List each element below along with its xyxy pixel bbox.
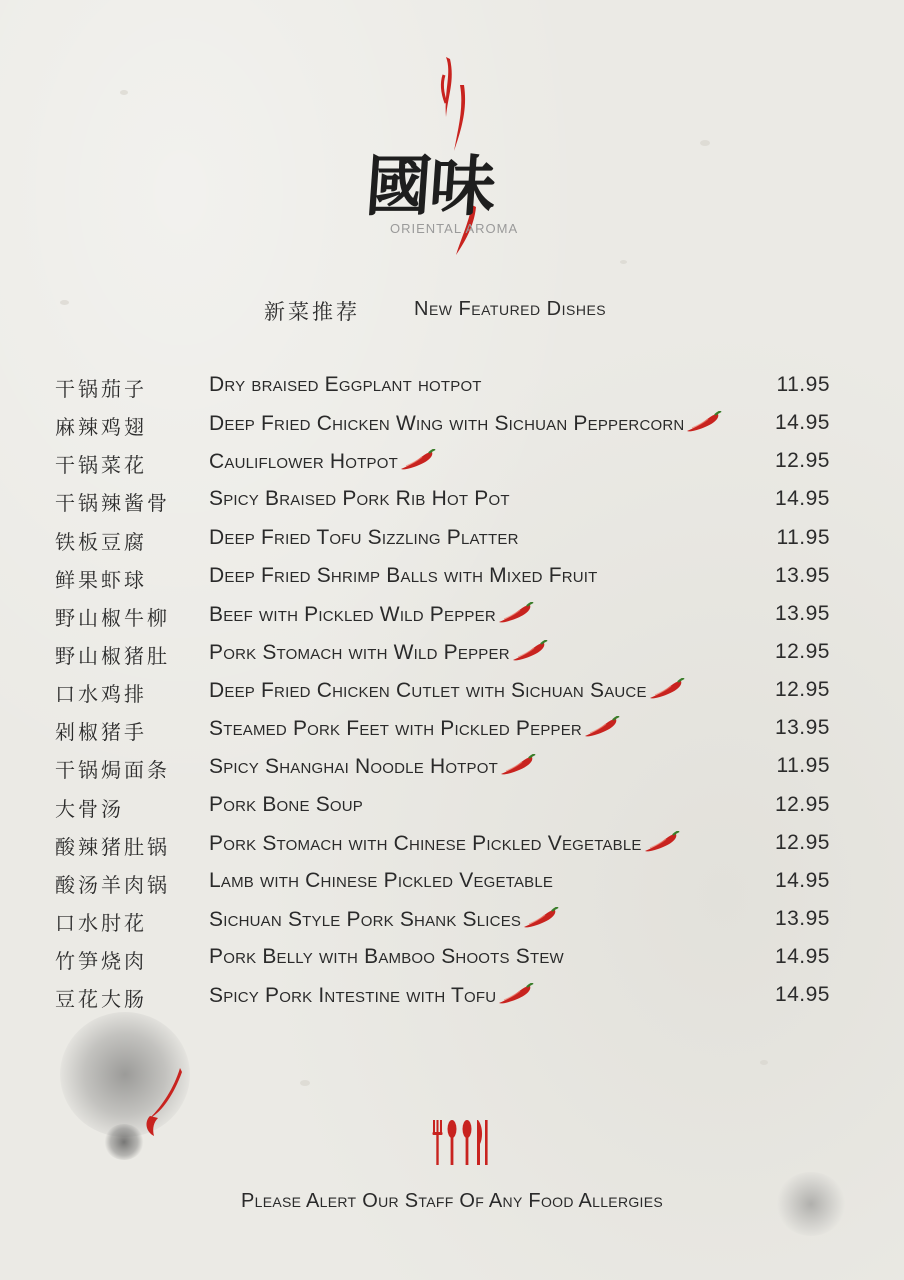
dish-name-english-text: Dry braised Eggplant hotpot — [209, 373, 482, 396]
cutlery-icon — [430, 1120, 492, 1165]
menu-list — [55, 370, 855, 1018]
dish-name-english-text: Deep Fried Chicken Cutlet with Sichuan Sauce — [209, 679, 647, 703]
menu-item — [55, 408, 855, 446]
paper-speck — [700, 140, 710, 146]
dish-name-english-text: Pork Belly with Bamboo Shoots Stew — [209, 945, 564, 969]
menu-item — [55, 942, 855, 980]
dish-name-chinese: 麻辣鸡翅 — [55, 415, 147, 440]
paper-speck — [120, 90, 128, 95]
dish-name-english-text: Beef with Pickled Wild Pepper — [209, 602, 496, 626]
chili-pepper-icon — [500, 754, 536, 776]
dish-name-english-text: Spicy Shanghai Noodle Hotpot — [209, 755, 498, 779]
dish-name-english — [209, 411, 722, 436]
chili-pepper-icon — [686, 411, 722, 433]
dish-name-chinese: 大骨汤 — [55, 796, 124, 821]
menu-item — [55, 751, 855, 789]
dish-name-chinese: 竹笋烧肉 — [55, 949, 147, 974]
dish-name-chinese: 剁椒猪手 — [55, 720, 147, 745]
chili-pepper-icon — [498, 983, 534, 1005]
paper-speck — [300, 1080, 310, 1086]
chili-pepper-icon — [644, 831, 680, 853]
koi-fish-icon — [140, 1066, 186, 1138]
dish-name-english-text: Deep Fried Tofu Sizzling Platter — [209, 525, 519, 549]
logo-english-name: ORIENTAL AROMA — [390, 221, 519, 236]
section-title-chinese: 新菜推荐 — [264, 300, 360, 324]
dish-name-english — [209, 907, 559, 932]
dish-price: 12.95 — [774, 792, 830, 816]
dish-name-english-text: Pork Bone Soup — [209, 792, 364, 816]
menu-item — [55, 637, 855, 675]
dish-name-english-text: Cauliflower Hotpot — [209, 450, 398, 474]
dish-name-english-text: Pork Stomach with Chinese Pickled Vegetable — [209, 831, 642, 855]
dish-name-chinese: 铁板豆腐 — [55, 529, 147, 554]
dish-name-chinese: 酸辣猪肚锅 — [55, 834, 170, 859]
ink-wash-dot — [104, 1124, 144, 1160]
dish-name-english-text: Lamb with Chinese Pickled Vegetable — [209, 868, 554, 892]
menu-item — [55, 370, 855, 408]
dish-name-english — [209, 678, 685, 703]
dish-name-english — [209, 526, 519, 550]
dish-price: 12.95 — [774, 449, 830, 473]
dish-price: 11.95 — [776, 754, 830, 778]
dish-name-chinese: 干锅菜花 — [55, 453, 147, 478]
dish-price: 14.95 — [774, 983, 830, 1007]
chili-pepper-icon — [512, 640, 548, 662]
dish-name-chinese: 豆花大肠 — [55, 987, 147, 1012]
menu-item — [55, 828, 855, 866]
dish-name-chinese: 酸汤羊肉锅 — [55, 872, 170, 897]
dish-name-chinese: 鲜果虾球 — [55, 567, 147, 592]
dish-price: 13.95 — [774, 601, 830, 625]
dish-name-english — [209, 640, 548, 665]
dish-name-chinese: 野山椒牛柳 — [55, 605, 170, 630]
menu-item — [55, 790, 855, 828]
menu-item — [55, 980, 855, 1018]
dish-price: 14.95 — [774, 411, 830, 435]
menu-item — [55, 446, 855, 484]
dish-price: 14.95 — [774, 945, 830, 969]
dish-price: 13.95 — [774, 906, 830, 930]
chili-pepper-icon — [523, 907, 559, 929]
allergy-notice: Please Alert Our Staff Of Any Food Allergies — [240, 1190, 664, 1212]
menu-item — [55, 675, 855, 713]
chili-pepper-icon — [498, 602, 534, 624]
dish-price: 14.95 — [774, 868, 830, 892]
menu-item — [55, 713, 855, 751]
menu-item — [55, 523, 855, 561]
dish-name-chinese: 干锅辣酱骨 — [55, 491, 170, 516]
menu-item — [55, 484, 855, 522]
dish-name-chinese: 野山椒猪肚 — [55, 643, 170, 668]
dish-name-english — [209, 945, 564, 969]
dish-price: 13.95 — [774, 716, 830, 740]
dish-name-english-text: Deep Fried Chicken Wing with Sichuan Peppercorn — [209, 412, 685, 436]
dish-price: 14.95 — [774, 487, 830, 511]
logo-chinese-name: 國味 — [362, 147, 497, 225]
dish-price: 11.95 — [776, 373, 830, 396]
paper-speck — [60, 300, 69, 305]
dish-price: 11.95 — [776, 525, 830, 549]
dish-name-english — [209, 754, 536, 779]
section-title-english: New Featured Dishes — [414, 298, 607, 320]
paper-speck — [620, 260, 627, 264]
dish-name-english — [209, 487, 510, 511]
dish-name-english — [209, 716, 620, 741]
paper-speck — [760, 1060, 768, 1065]
dish-name-english — [209, 983, 534, 1008]
dish-name-english — [209, 564, 598, 588]
dish-name-english-text: Spicy Pork Intestine with Tofu — [209, 984, 497, 1008]
dish-price: 12.95 — [774, 830, 830, 854]
dish-name-english — [209, 793, 363, 817]
menu-item — [55, 599, 855, 637]
chili-pepper-icon — [400, 449, 436, 471]
dish-name-chinese: 干锅焗面条 — [55, 758, 170, 783]
dish-price: 12.95 — [774, 678, 830, 702]
dish-name-english-text: Pork Stomach with Wild Pepper — [209, 640, 510, 664]
dish-name-english — [209, 373, 482, 397]
dish-name-english — [209, 831, 680, 856]
dish-price: 12.95 — [774, 639, 830, 663]
dish-name-english-text: Spicy Braised Pork Rib Hot Pot — [209, 487, 510, 511]
menu-item — [55, 904, 855, 942]
restaurant-logo — [360, 55, 550, 260]
dish-name-chinese: 口水肘花 — [55, 910, 147, 935]
dish-name-english — [209, 602, 534, 627]
dish-name-english-text: Sichuan Style Pork Shank Slices — [209, 907, 522, 931]
dish-name-chinese: 干锅茄子 — [55, 377, 147, 401]
dish-name-english-text: Deep Fried Shrimp Balls with Mixed Fruit — [209, 563, 598, 587]
dish-price: 13.95 — [774, 563, 830, 587]
chili-pepper-icon — [584, 716, 620, 738]
dish-name-english — [209, 869, 553, 893]
menu-item — [55, 561, 855, 599]
dish-name-english — [209, 449, 436, 474]
dish-name-chinese: 口水鸡排 — [55, 682, 147, 707]
dish-name-english-text: Steamed Pork Feet with Pickled Pepper — [209, 717, 582, 741]
section-heading — [264, 296, 684, 328]
menu-item — [55, 866, 855, 904]
chili-pepper-icon — [649, 678, 685, 700]
